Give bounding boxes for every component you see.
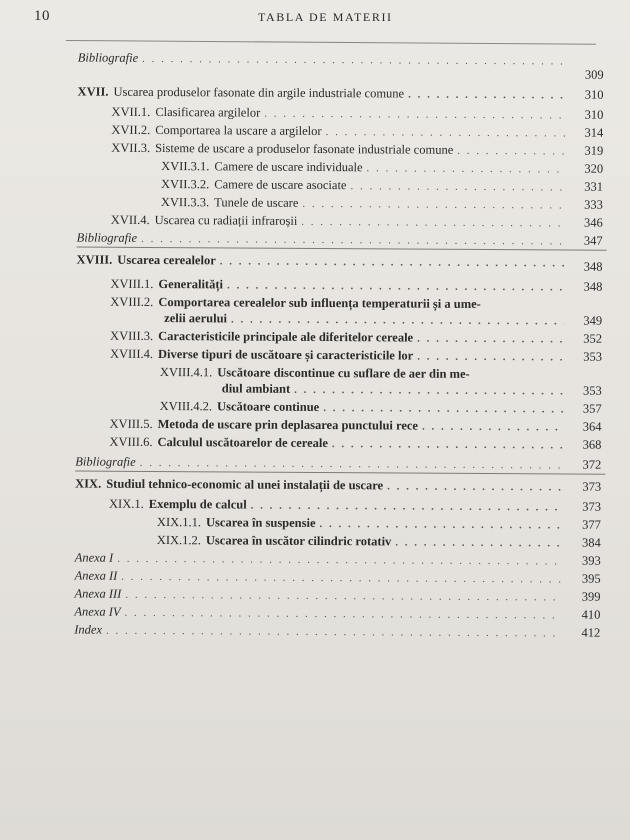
leader-dots [142, 53, 566, 68]
toc-entry-xviii-4-1: XVIII.4.1. Uscătoare discontinue cu suflare de aer din me- [159, 365, 470, 381]
toc-entry-xvii-3-2: XVII.3.2. Camere de uscare asociate . . . 331 [161, 177, 603, 195]
toc-entry-anexa-i: Anexa I . . . 393 [75, 551, 601, 569]
leader-dots [350, 180, 565, 193]
leader-dots [387, 480, 563, 493]
leader-dots [141, 233, 565, 248]
toc-entry-chapter-xviii: XVIII. Uscarea cerealelor . . . 348 [76, 253, 602, 271]
toc-entry-xvii-1: XVII.1. Clasificarea argilelor . . . 310 [111, 105, 603, 123]
leader-dots [220, 255, 565, 269]
toc-entry-xviii-3: XVIII.3. Caracteristicile principale ale diferitelor cereale . . . 352 [110, 329, 602, 347]
leader-dots [140, 457, 564, 472]
toc-entry-xix-1-1: XIX.1.1. Uscarea în suspensie . . . 377 [157, 515, 601, 533]
leader-dots [417, 333, 564, 346]
toc-entry-xviii-1: XVIII.1. Generalități . . . 348 [110, 277, 602, 295]
leader-dots [417, 351, 564, 364]
toc-entry-xvii-3-1: XVII.3.1. Camere de uscare individuale . . . 320 [161, 159, 603, 177]
toc-entry-xviii-4-1-continuation: diul ambiant . . . 353 [222, 381, 602, 398]
toc-entry-index: Index . . . 412 [74, 623, 600, 641]
toc-entry-bibliografie-3: Bibliografie . . . 372 [75, 455, 601, 473]
leader-dots [117, 553, 563, 568]
leader-dots [395, 536, 563, 549]
leader-dots [231, 313, 564, 327]
toc-entry-xviii-2-continuation: zelii aerului . . . 349 [164, 311, 602, 329]
leader-dots [106, 625, 562, 640]
leader-dots [323, 402, 563, 415]
leader-dots [320, 518, 563, 531]
toc-entry-xviii-5: XVIII.5. Metoda de uscare prin deplasarea punctului rece . . . 364 [109, 417, 601, 435]
leader-dots [422, 421, 564, 434]
leader-dots [302, 198, 565, 212]
leader-dots [125, 589, 562, 604]
toc-entry-anexa-iv: Anexa IV . . . 410 [74, 605, 600, 623]
leader-dots [301, 216, 565, 230]
toc-entry-xvii-3: XVII.3. Sisteme de uscare a produselor fasonate industriale comune . . . 319 [111, 141, 603, 159]
leader-dots [227, 279, 564, 293]
toc-entry-xviii-6: XVIII.6. Calculul uscătoarelor de cereale . . . 368 [109, 435, 601, 453]
toc-entry-xix-1: XIX.1. Exemplu de calcul . . . 373 [109, 497, 601, 515]
leader-dots [294, 384, 564, 398]
leader-dots [125, 607, 563, 622]
toc-entry-xvii-3-3: XVII.3.3. Tunele de uscare . . . 333 [161, 195, 603, 213]
toc-entry-xix-1-2: XIX.1.2. Uscarea în uscător cilindric rotativ . . . 384 [157, 533, 601, 551]
leader-dots [457, 145, 565, 158]
toc-entry-bibliografie-2: Bibliografie . . . 347 [77, 231, 603, 249]
toc-entry-anexa-iii: Anexa III . . . 399 [74, 587, 600, 605]
toc-entry-xviii-4-2: XVIII.4.2. Uscătoare continue . . . 357 [160, 399, 602, 417]
toc-entry-xviii-2: XVIII.2. Comportarea cerealelor sub influența temperaturii și a ume- [110, 294, 481, 311]
leader-dots [326, 126, 566, 139]
page-number: 10 [34, 8, 50, 24]
toc-entry-anexa-ii: Anexa II . . . 395 [75, 569, 601, 587]
leader-dots [251, 500, 563, 514]
toc-entry-chapter-xvii: XVII. Uscarea produselor fasonate din argile industriale comune . . . 310 [78, 85, 604, 103]
toc-entry-bibliografie-1: Bibliografie . . . 309 [78, 51, 604, 69]
leader-dots [264, 108, 565, 122]
toc-entry-xvii-4: XVII.4. Uscarea cu radiații infraroșii . . . 346 [111, 213, 603, 231]
leader-dots [367, 162, 566, 175]
leader-dots [408, 89, 566, 102]
toc-entry-xviii-4: XVIII.4. Diverse tipuri de uscătoare și caracteristicile lor . . . 353 [110, 347, 602, 365]
toc-entry-chapter-xix: XIX. Studiul tehnico-economic al unei instalații de uscare . . . 373 [75, 477, 601, 495]
leader-dots [332, 438, 564, 451]
running-title: TABLA DE MATERII [258, 10, 393, 24]
leader-dots [121, 571, 562, 586]
toc-entry-xvii-2: XVII.2. Comportarea la uscare a argilelor . . . 314 [111, 123, 603, 141]
